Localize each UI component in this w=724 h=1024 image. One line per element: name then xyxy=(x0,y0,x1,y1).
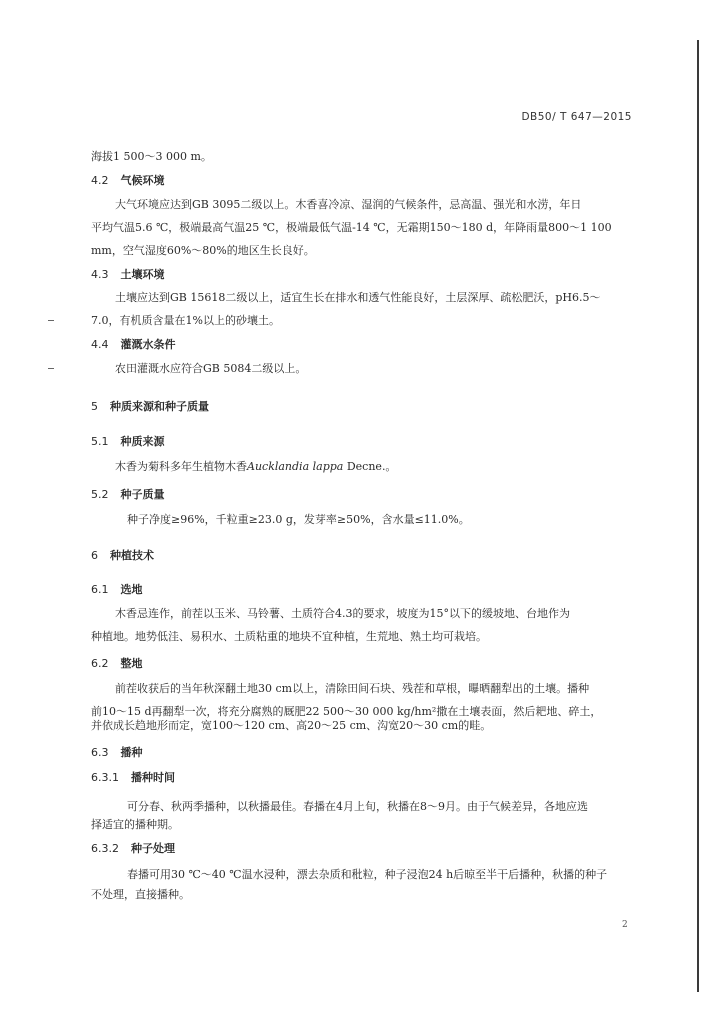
section-heading-6-3-2 xyxy=(91,840,175,856)
section-number: 5.1 xyxy=(91,435,109,448)
margin-mark xyxy=(48,368,54,369)
section-heading-6-2 xyxy=(91,655,143,671)
section-number: 6.1 xyxy=(91,583,109,596)
section-heading-4-4 xyxy=(91,336,176,352)
section-number: 6.3.2 xyxy=(91,842,119,855)
section-title: 种子质量 xyxy=(120,488,165,501)
text-line: 可分春、秋两季播种，以秋播最佳。春播在4月上旬，秋播在8～9月。由于气候差异，各地应选 xyxy=(127,800,588,813)
section-heading-6-1 xyxy=(91,581,143,597)
section-title: 整地 xyxy=(120,657,143,670)
section-number: 4.4 xyxy=(91,338,109,351)
text-span: 木香为菊科多年生植物木香 xyxy=(115,460,247,473)
text-line: 农田灌溉水应符合GB 5084二级以上。 xyxy=(115,362,307,375)
text-line: 前茬收获后的当年秋深翻土地30 cm以上，清除田间石块、残茬和草根，曝晒翻犁出的土壤。播种 xyxy=(115,682,590,695)
section-number: 6 xyxy=(91,549,98,562)
text-line: 择适宜的播种期。 xyxy=(91,818,179,831)
text-span: Decne.。 xyxy=(343,460,397,473)
text-line: 7.0，有机质含量在1%以上的砂壤土。 xyxy=(91,314,280,327)
text-line: 木香忌连作，前茬以玉米、马铃薯、土质符合4.3的要求，坡度为15°以下的缓坡地、台地作为 xyxy=(115,607,570,620)
section-title: 选地 xyxy=(120,583,143,596)
section-heading-4-2 xyxy=(91,172,165,188)
section-number: 4.3 xyxy=(91,268,109,281)
latin-name: Aucklandia lappa xyxy=(247,460,344,473)
section-number: 5 xyxy=(91,400,98,413)
binding-edge-rule xyxy=(697,40,699,992)
text-line: 土壤应达到GB 15618二级以上，适宜生长在排水和透气性能良好，土层深厚、疏松肥沃，pH6.5～ xyxy=(115,291,601,304)
text-line: 并依成长趋地形而定，宽100～120 cm、高20～25 cm、沟宽20～30 cm的畦。 xyxy=(91,719,492,732)
text-line xyxy=(115,458,655,474)
section-heading-4-3 xyxy=(91,266,165,282)
section-heading-5 xyxy=(91,398,209,414)
text-line: 平均气温5.6 ℃，极端最高气温25 ℃，极端最低气温-14 ℃，无霜期150～180 d，年降雨量800～1 100 xyxy=(91,221,612,234)
section-title: 种植技术 xyxy=(110,549,154,562)
text-line: 大气环境应达到GB 3095二级以上。木香喜冷凉、湿润的气候条件，忌高温、强光和水涝，年日 xyxy=(115,198,582,211)
text-line: 前10～15 d再翻犁一次，将充分腐熟的厩肥22 500～30 000 kg/hm²撒在土壤表面，然后耙地、碎土， xyxy=(91,705,602,718)
text-line: mm，空气湿度60%～80%的地区生长良好。 xyxy=(91,244,315,257)
section-heading-6-3-1 xyxy=(91,769,175,785)
section-heading-5-1 xyxy=(91,433,165,449)
section-title: 种质来源和种子质量 xyxy=(110,400,209,413)
text-line: 种子净度≥96%，千粒重≥23.0 g，发芽率≥50%，含水量≤11.0%。 xyxy=(127,513,470,526)
section-number: 6.2 xyxy=(91,657,109,670)
section-number: 4.2 xyxy=(91,174,109,187)
text-line: 春播可用30 ℃～40 ℃温水浸种，漂去杂质和秕粒，种子浸泡24 h后晾至半干后播种，秋播的种子 xyxy=(127,868,608,881)
text-line: 种植地。地势低洼、易积水、土质粘重的地块不宜种植，生荒地、熟土均可栽培。 xyxy=(91,630,487,643)
section-number: 6.3.1 xyxy=(91,771,119,784)
section-title: 气候环境 xyxy=(120,174,165,187)
section-title: 土壤环境 xyxy=(120,268,165,281)
margin-mark xyxy=(48,320,54,321)
section-heading-5-2 xyxy=(91,486,165,502)
section-heading-6 xyxy=(91,547,154,563)
section-title: 种质来源 xyxy=(120,435,165,448)
section-title: 播种 xyxy=(120,746,143,759)
document-code: DB50/ T 647—2015 xyxy=(521,111,632,123)
section-heading-6-3 xyxy=(91,744,143,760)
section-title: 灌溉水条件 xyxy=(120,338,176,351)
page-number: 2 xyxy=(622,920,628,930)
section-number: 6.3 xyxy=(91,746,109,759)
section-number: 5.2 xyxy=(91,488,109,501)
text-line: 不处理，直接播种。 xyxy=(91,888,190,901)
text-line: 海拔1 500～3 000 m。 xyxy=(91,150,212,163)
section-title: 种子处理 xyxy=(131,842,175,855)
section-title: 播种时间 xyxy=(131,771,175,784)
